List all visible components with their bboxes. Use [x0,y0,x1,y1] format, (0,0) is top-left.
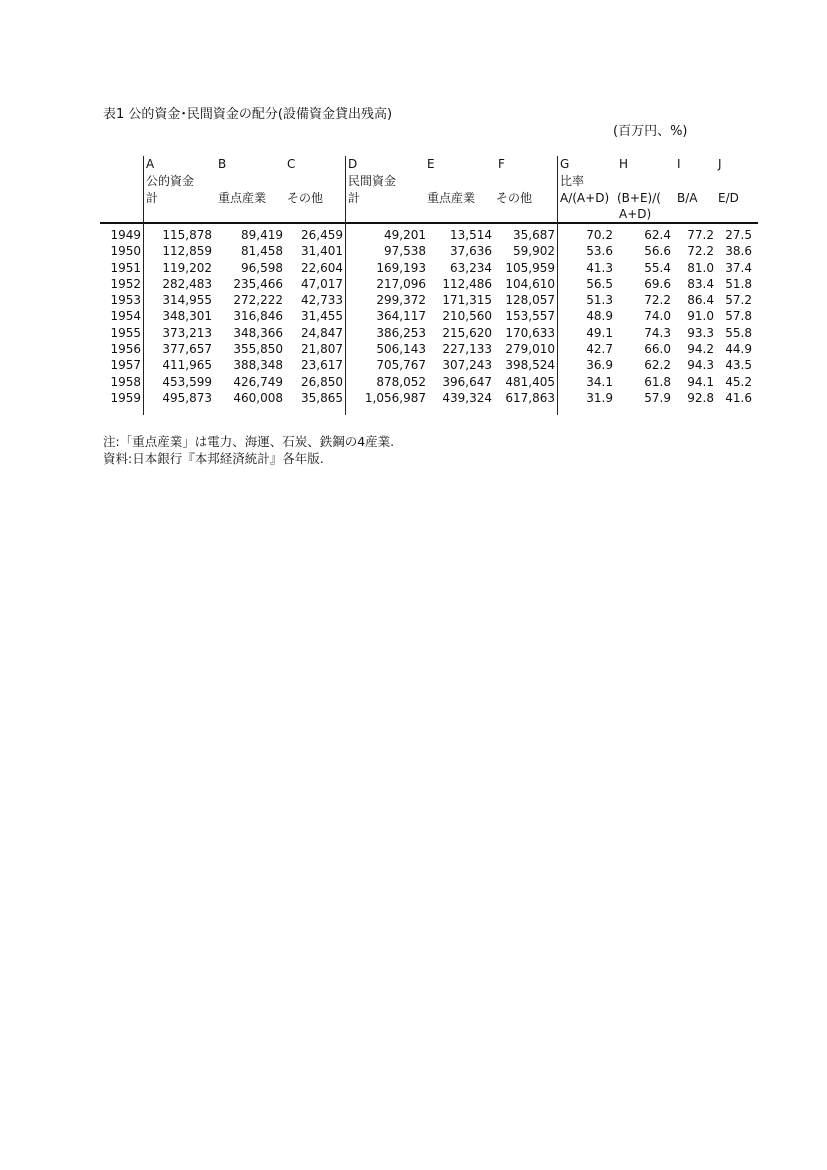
col-i-label: B/A [677,191,698,205]
cell-g: 53.6 [586,244,613,259]
col-f-letter: F [498,157,505,171]
cell-f: 481,405 [505,374,555,389]
cell-a: 495,873 [162,390,212,405]
row-year: 1952 [110,276,141,291]
cell-b: 426,749 [233,374,283,389]
cell-j: 37.4 [725,260,752,275]
cell-a: 119,202 [162,260,212,275]
cell-j: 38.6 [725,244,752,259]
cell-d: 705,767 [376,358,426,373]
cell-f: 128,057 [505,293,555,308]
cell-h: 69.6 [644,276,671,291]
cell-g: 42.7 [586,342,613,357]
col-g-letter: G [560,157,570,171]
ratio-group-label: 比率 [560,174,585,188]
cell-j: 41.6 [725,390,752,405]
note-text: 注:「重点産業」は電力、海運、石炭、鉄鋼の4産業. [103,434,395,449]
cell-i: 83.4 [687,276,714,291]
cell-a: 453,599 [162,374,212,389]
cell-h: 62.2 [644,358,671,373]
cell-i: 94.1 [687,374,714,389]
cell-g: 49.1 [586,325,613,340]
col-g-label: A/(A+D) [560,191,610,205]
cell-f: 35,687 [513,228,555,242]
cell-a: 377,657 [162,342,212,357]
cell-j: 51.8 [725,276,752,291]
cell-b: 96,598 [241,260,283,275]
cell-a: 411,965 [162,358,212,373]
cell-e: 215,620 [442,325,492,340]
cell-g: 48.9 [586,309,613,324]
source-text: 資料:日本銀行『本邦経済統計』各年版. [103,451,324,466]
cell-i: 81.0 [687,260,714,275]
cell-h: 57.9 [644,390,671,405]
table-row [100,341,760,357]
cell-a: 282,483 [162,276,212,291]
cell-g: 56.5 [586,276,613,291]
table-row [100,260,760,276]
cell-i: 91.0 [687,309,714,324]
cell-b: 81,458 [241,244,283,259]
cell-b: 316,846 [233,309,283,324]
cell-f: 398,524 [505,358,555,373]
col-c-letter: C [287,157,296,171]
header-rule [100,222,758,224]
notes-block [103,433,394,467]
col-h-label: (B+E)/( [617,191,661,205]
row-year: 1958 [110,374,141,389]
col-h-letter: H [619,157,629,171]
cell-c: 31,401 [301,244,343,259]
cell-g: 34.1 [586,374,613,389]
cell-e: 396,647 [442,374,492,389]
cell-d: 364,117 [376,309,426,324]
row-year: 1955 [110,325,141,340]
cell-e: 307,243 [442,358,492,373]
cell-f: 59,902 [513,244,555,259]
row-year: 1959 [110,390,141,405]
cell-h: 55.4 [644,260,671,275]
table-row [100,276,760,292]
col-h-label-cont: A+D) [619,207,652,221]
cell-h: 72.2 [644,293,671,308]
col-c-label: その他 [287,191,324,205]
cell-d: 169,193 [376,260,426,275]
col-a-letter: A [146,157,155,171]
cell-b: 89,419 [241,228,283,242]
row-year: 1951 [110,260,141,275]
cell-h: 74.3 [644,325,671,340]
cell-j: 45.2 [725,374,752,389]
table-row [100,357,760,373]
cell-c: 47,017 [301,276,343,291]
row-year: 1953 [110,293,141,308]
cell-f: 617,863 [505,390,555,405]
cell-a: 314,955 [162,293,212,308]
cell-f: 153,557 [505,309,555,324]
cell-e: 112,486 [442,276,492,291]
cell-b: 355,850 [233,342,283,357]
cell-g: 51.3 [586,293,613,308]
cell-a: 348,301 [162,309,212,324]
cell-c: 22,604 [301,260,343,275]
cell-d: 878,052 [376,374,426,389]
cell-e: 13,514 [450,228,492,242]
cell-i: 77.2 [687,228,714,242]
cell-j: 55.8 [725,325,752,340]
cell-c: 26,850 [301,374,343,389]
cell-i: 94.3 [687,358,714,373]
cell-j: 27.5 [725,228,752,242]
cell-b: 235,466 [233,276,283,291]
cell-i: 92.8 [687,390,714,405]
cell-a: 112,859 [162,244,212,259]
cell-b: 348,366 [233,325,283,340]
cell-i: 94.2 [687,342,714,357]
cell-d: 1,056,987 [364,390,426,405]
table-row [100,308,760,324]
col-b-letter: B [218,157,227,171]
col-a-group: 公的資金 [146,174,195,188]
cell-d: 49,201 [384,228,426,242]
cell-h: 61.8 [644,374,671,389]
col-d-letter: D [348,157,358,171]
cell-d: 506,143 [376,342,426,357]
unit-label: (百万円、%) [613,124,688,139]
table-title: 表1 公的資金･民間資金の配分(設備資金貸出残高) [103,107,393,122]
cell-b: 460,008 [233,390,283,405]
row-year: 1950 [110,244,141,259]
table-row [100,325,760,341]
cell-g: 41.3 [586,260,613,275]
cell-g: 70.2 [586,228,613,242]
cell-f: 170,633 [505,325,555,340]
cell-a: 115,878 [162,228,212,242]
cell-e: 210,560 [442,309,492,324]
cell-f: 279,010 [505,342,555,357]
cell-b: 388,348 [233,358,283,373]
cell-e: 227,133 [442,342,492,357]
cell-c: 26,459 [301,228,343,242]
table-body [100,227,760,406]
row-year: 1954 [110,309,141,324]
cell-c: 23,617 [301,358,343,373]
cell-c: 31,455 [301,309,343,324]
cell-i: 72.2 [687,244,714,259]
row-year: 1949 [110,228,141,242]
cell-d: 217,096 [376,276,426,291]
cell-g: 31.9 [586,390,613,405]
cell-c: 42,733 [301,293,343,308]
cell-i: 86.4 [687,293,714,308]
row-year: 1957 [110,358,141,373]
table-row [100,374,760,390]
col-j-label: E/D [718,191,739,205]
cell-e: 171,315 [442,293,492,308]
cell-c: 21,807 [301,342,343,357]
cell-j: 43.5 [725,358,752,373]
cell-c: 24,847 [301,325,343,340]
cell-j: 57.8 [725,309,752,324]
cell-h: 74.0 [644,309,671,324]
table-row [100,243,760,259]
cell-f: 105,959 [505,260,555,275]
cell-j: 44.9 [725,342,752,357]
col-d-label: 計 [348,191,361,205]
col-e-label: 重点産業 [427,191,476,205]
table-row [100,227,760,243]
cell-e: 439,324 [442,390,492,405]
cell-e: 37,636 [450,244,492,259]
cell-e: 63,234 [450,260,492,275]
table-row [100,292,760,308]
cell-h: 62.4 [644,228,671,242]
cell-b: 272,222 [233,293,283,308]
col-f-label: その他 [496,191,533,205]
table-row [100,390,760,406]
cell-d: 97,538 [384,244,426,259]
col-i-letter: I [677,157,681,171]
col-j-letter: J [718,157,722,171]
table-header [100,155,760,222]
col-b-label: 重点産業 [218,191,267,205]
cell-h: 56.6 [644,244,671,259]
cell-f: 104,610 [505,276,555,291]
cell-c: 35,865 [301,390,343,405]
cell-h: 66.0 [644,342,671,357]
cell-g: 36.9 [586,358,613,373]
cell-j: 57.2 [725,293,752,308]
cell-d: 299,372 [376,293,426,308]
cell-a: 373,213 [162,325,212,340]
cell-i: 93.3 [687,325,714,340]
row-year: 1956 [110,342,141,357]
cell-d: 386,253 [376,325,426,340]
col-d-group: 民間資金 [348,174,397,188]
col-e-letter: E [427,157,435,171]
col-a-label: 計 [146,191,159,205]
